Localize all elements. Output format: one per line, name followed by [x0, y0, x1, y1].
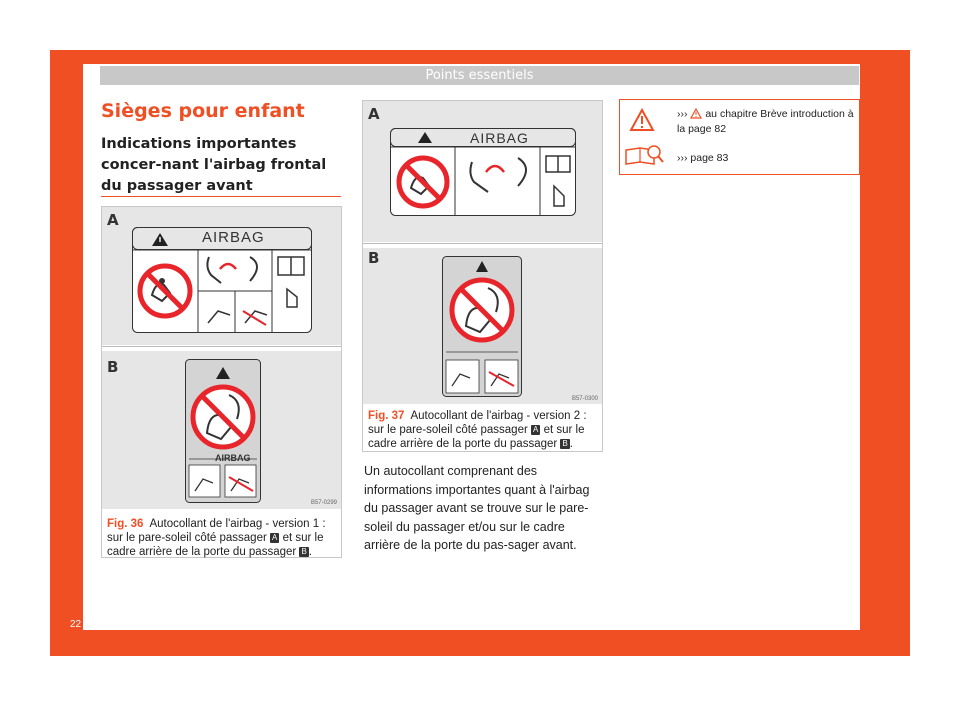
warning-reference[interactable] — [677, 108, 855, 136]
warning-triangle-icon — [629, 108, 655, 132]
fig37-caption-box-a: A — [533, 425, 539, 434]
fig37-caption-box-b: B — [562, 439, 568, 448]
fig36-sticker-b-label: AIRBAG — [215, 453, 251, 463]
fig37-caption — [368, 409, 600, 451]
fig37-letter-b: B — [368, 249, 380, 267]
book-magnifier-icon — [624, 142, 664, 168]
fig37-code: B57-0300 — [571, 396, 598, 402]
reference-box — [619, 99, 860, 175]
page-header: Points essentiels — [100, 66, 859, 85]
subsection-rule — [101, 196, 341, 197]
fig36-divider — [102, 346, 341, 347]
fig37-caption-number: Fig. 37 — [368, 410, 405, 422]
page-reference[interactable]: ››› page 83 — [677, 152, 729, 164]
fig37-sticker-b — [442, 256, 522, 397]
inline-warning-icon — [690, 108, 702, 123]
fig36-caption-end: . — [308, 546, 312, 558]
warning-ref-text: au chapitre Brève introduction à la page 82 — [677, 108, 854, 135]
section-title: Sièges pour enfant — [101, 100, 305, 122]
fig36-caption — [107, 517, 339, 559]
warning-ref-prefix: ››› — [677, 108, 688, 120]
fig37-divider — [363, 243, 602, 244]
fig36-caption-text-1: Autocollant de l'airbag - version 1 : sur le pare-soleil côté passager — [107, 518, 326, 544]
fig36-sticker-a-label: AIRBAG — [202, 229, 265, 246]
fig36-code: B57-0299 — [310, 500, 337, 506]
body-paragraph: Un autocollant comprenant des informations importantes quant à l'airbag du passager avant se trouve sur le pare-soleil du passager et/ou sur le cadre arrière de la porte du pas-sager avant. — [364, 464, 590, 552]
fig37-letter-a: A — [368, 105, 380, 123]
fig37-caption-end: . — [569, 438, 573, 450]
subsection-title: Indications importantes concer-nant l'airbag frontal du passager avant — [101, 136, 327, 194]
fig36-caption-box-b: B — [301, 547, 307, 556]
fig37-caption-text-1: Autocollant de l'airbag - version 2 : sur le pare-soleil côté passager — [368, 410, 587, 436]
fig37-sticker-a-label: AIRBAG — [470, 130, 529, 146]
figure-37 — [362, 100, 603, 452]
fig37-caption-text-2: et sur le cadre arrière de la porte du passager — [368, 424, 585, 450]
fig36-caption-box-a: A — [272, 533, 278, 542]
fig36-letter-a: A — [107, 211, 119, 229]
no-child-seat-icon — [140, 266, 190, 316]
page-number: 22 — [70, 619, 82, 630]
figure-36 — [101, 206, 342, 558]
fig36-letter-b: B — [107, 358, 119, 376]
fig36-sticker-b — [185, 359, 261, 503]
fig36-caption-text-2: et sur le cadre arrière de la porte du passager — [107, 532, 324, 558]
fig36-caption-number: Fig. 36 — [107, 518, 144, 530]
